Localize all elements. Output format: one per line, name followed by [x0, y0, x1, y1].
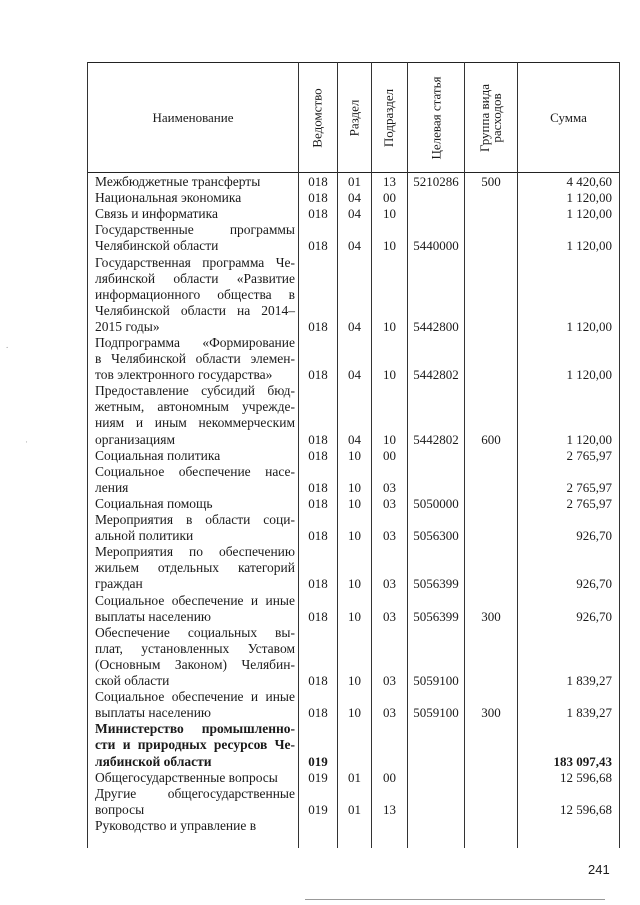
header-razdel	[338, 63, 371, 172]
header-podrazdel	[372, 63, 407, 172]
gruppa-cell: 600	[481, 431, 501, 447]
row-name-line: Национальная экономика	[95, 190, 242, 206]
header-celevaya-label: Целевая статья	[428, 75, 444, 160]
summa-cell: 1 120,00	[566, 238, 612, 254]
row-name	[95, 721, 295, 769]
gruppa-cell: 300	[481, 608, 501, 624]
row-name-line: Челябинской области на 2014–	[95, 302, 295, 318]
row-name	[95, 689, 295, 721]
table-row	[87, 625, 620, 689]
razdel-cell: 10	[348, 447, 361, 463]
row-name-line: жильем отдельных категорий	[95, 560, 295, 576]
vedomstvo-cell: 018	[308, 479, 328, 495]
summa-cell: 1 120,00	[566, 367, 612, 383]
header-summa-label: Сумма	[550, 109, 587, 125]
razdel-cell: 10	[348, 705, 361, 721]
razdel-cell: 04	[348, 238, 361, 254]
row-name-line: Подпрограмма «Формирование	[95, 335, 295, 350]
row-name	[95, 335, 295, 383]
podrazdel-cell: 03	[383, 705, 396, 721]
vedomstvo-cell: 018	[308, 673, 328, 689]
table-row	[87, 721, 620, 769]
row-name-line: жетным, автономным учрежде-	[95, 399, 295, 415]
header-bottom-border	[87, 172, 620, 173]
summa-cell: 1 120,00	[566, 318, 612, 334]
row-name	[95, 206, 295, 222]
row-name-line: граждан	[95, 576, 143, 592]
row-name	[95, 383, 295, 447]
podrazdel-cell: 10	[383, 318, 396, 334]
row-name-line: 2015 годы»	[95, 318, 160, 334]
row-name-line: Общегосударственные вопросы	[95, 769, 278, 785]
row-name	[95, 770, 295, 786]
row-name	[95, 544, 295, 592]
summa-cell: 12 596,68	[560, 769, 612, 785]
table-row	[87, 255, 620, 336]
table-row	[87, 190, 620, 206]
vedomstvo-cell: 018	[308, 431, 328, 447]
header-vedomstvo	[299, 63, 337, 172]
razdel-cell: 10	[348, 673, 361, 689]
header-gruppa-label	[479, 84, 503, 152]
header-name-label: Наименование	[152, 109, 234, 125]
razdel-cell: 04	[348, 318, 361, 334]
vedomstvo-cell: 018	[308, 576, 328, 592]
header-summa	[518, 63, 619, 172]
podrazdel-cell: 10	[383, 431, 396, 447]
header-podrazdel-label: Подраздел	[381, 88, 397, 147]
celevaya-cell: 5440000	[413, 238, 459, 254]
celevaya-cell: 5442802	[413, 431, 459, 447]
header-celevaya	[408, 63, 464, 172]
razdel-cell: 10	[348, 528, 361, 544]
row-name-line: Мероприятия по обеспечению	[95, 544, 295, 560]
celevaya-cell: 5059100	[413, 705, 459, 721]
row-name	[95, 464, 295, 496]
row-name	[95, 496, 295, 512]
table-row	[87, 512, 620, 544]
row-name	[95, 786, 295, 818]
row-name-line: Государственная программа Че-	[95, 254, 295, 270]
row-name	[95, 448, 295, 464]
vedomstvo-cell: 018	[308, 496, 328, 511]
row-name-line: Мероприятия в области соци-	[95, 512, 295, 528]
razdel-cell: 01	[348, 769, 361, 785]
razdel-cell: 04	[348, 431, 361, 447]
celevaya-cell: 5442800	[413, 318, 459, 334]
row-name-line: Социальное обеспечение насе-	[95, 463, 295, 479]
podrazdel-cell: 13	[383, 801, 396, 817]
podrazdel-cell: 03	[383, 608, 396, 624]
row-name	[95, 255, 295, 335]
podrazdel-cell: 10	[383, 206, 396, 222]
podrazdel-cell: 10	[383, 238, 396, 254]
table-row	[87, 174, 620, 190]
celevaya-cell: 5442802	[413, 367, 459, 383]
table-row	[87, 222, 620, 254]
vedomstvo-cell: 018	[308, 190, 328, 206]
summa-cell: 1 120,00	[566, 431, 612, 447]
podrazdel-cell: 03	[383, 479, 396, 495]
podrazdel-cell: 03	[383, 673, 396, 689]
summa-cell: 183 097,43	[553, 753, 612, 769]
table-row	[87, 770, 620, 786]
vedomstvo-cell: 018	[308, 367, 328, 383]
vedomstvo-cell: 018	[308, 206, 328, 222]
table-row	[87, 544, 620, 592]
row-name-line: плат, установленных Уставом	[95, 640, 295, 656]
gruppa-cell: 500	[481, 174, 501, 189]
vedomstvo-cell: 018	[308, 528, 328, 544]
razdel-cell: 04	[348, 206, 361, 222]
header-gruppa-line1: Группа вида	[477, 83, 493, 152]
row-name-line: тов электронного государства»	[95, 367, 273, 383]
header-gruppa	[465, 63, 517, 172]
table-row	[87, 496, 620, 512]
razdel-cell: 01	[348, 801, 361, 817]
summa-cell: 1 839,27	[566, 673, 612, 689]
vedomstvo-cell: 018	[308, 238, 328, 254]
celevaya-cell: 5056399	[413, 576, 459, 592]
vedomstvo-cell: 019	[308, 769, 328, 785]
summa-cell: 926,70	[576, 608, 612, 624]
row-name	[95, 818, 295, 834]
podrazdel-cell: 13	[383, 174, 396, 189]
table-row	[87, 818, 620, 834]
gruppa-cell: 300	[481, 705, 501, 721]
row-name-line: Социальное обеспечение и иные	[95, 689, 295, 705]
row-name-line: лябинской области	[95, 753, 212, 769]
podrazdel-cell: 00	[383, 447, 396, 463]
row-name-line: Связь и информатика	[95, 206, 218, 222]
row-name-line: Обеспечение социальных вы-	[95, 624, 295, 640]
row-name-line: Руководство и управление в	[95, 818, 257, 833]
vedomstvo-cell: 019	[308, 801, 328, 817]
razdel-cell: 10	[348, 576, 361, 592]
row-name-line: Социальная помощь	[95, 496, 213, 511]
header-gruppa-line2: расходов	[489, 92, 505, 143]
row-name-line: Министерство промышленно-	[95, 721, 295, 737]
podrazdel-cell: 00	[383, 769, 396, 785]
row-name	[95, 625, 295, 689]
summa-cell: 926,70	[576, 528, 612, 544]
vedomstvo-cell: 018	[308, 318, 328, 334]
table-row	[87, 593, 620, 625]
row-name-line: ниям и иным некоммерческим	[95, 415, 295, 431]
footer-line	[305, 899, 605, 900]
razdel-cell: 10	[348, 608, 361, 624]
row-name	[95, 512, 295, 544]
summa-cell: 926,70	[576, 576, 612, 592]
margin-mark: ·	[25, 437, 28, 447]
summa-cell: 2 765,97	[566, 447, 612, 463]
row-name-line: вопросы	[95, 801, 145, 817]
celevaya-cell: 5056399	[413, 608, 459, 624]
row-name-line: (Основным Законом) Челябин-	[95, 656, 295, 672]
row-name-line: в Челябинской области элемен-	[95, 351, 295, 367]
row-name	[95, 174, 295, 190]
row-name	[95, 593, 295, 625]
row-name-line: ления	[95, 479, 129, 495]
row-name-line: Челябинской области	[95, 238, 219, 254]
celevaya-cell: 5050000	[413, 496, 459, 511]
row-name-line: сти и природных ресурсов Че-	[95, 737, 295, 753]
table-row	[87, 464, 620, 496]
celevaya-cell: 5210286	[413, 174, 459, 189]
header-razdel-label: Раздел	[346, 99, 362, 136]
vedomstvo-cell: 018	[308, 174, 328, 189]
table-row	[87, 689, 620, 721]
header-name	[88, 63, 298, 172]
razdel-cell: 04	[348, 367, 361, 383]
razdel-cell: 10	[348, 496, 361, 511]
table-row	[87, 448, 620, 464]
row-name-line: Социальная политика	[95, 447, 221, 463]
margin-mark: .	[6, 340, 9, 350]
razdel-cell: 10	[348, 479, 361, 495]
page-number: 241	[588, 862, 610, 877]
razdel-cell: 04	[348, 190, 361, 206]
summa-cell: 2 765,97	[566, 496, 612, 511]
row-name-line: Межбюджетные трансферты	[95, 174, 261, 189]
row-name-line: лябинской области «Развитие	[95, 270, 295, 286]
summa-cell: 1 839,27	[566, 705, 612, 721]
podrazdel-cell: 03	[383, 576, 396, 592]
row-name-line: организациям	[95, 431, 176, 447]
celevaya-cell: 5056300	[413, 528, 459, 544]
summa-cell: 1 120,00	[566, 206, 612, 222]
table-row	[87, 786, 620, 818]
row-name-line: выплаты населению	[95, 608, 212, 624]
row-name-line: Социальное обеспечение и иные	[95, 592, 295, 608]
vedomstvo-cell: 018	[308, 608, 328, 624]
podrazdel-cell: 10	[383, 367, 396, 383]
table-row	[87, 206, 620, 222]
podrazdel-cell: 03	[383, 496, 396, 511]
header-vedomstvo-label: Ведомство	[310, 87, 325, 148]
summa-cell: 4 420,60	[566, 174, 612, 189]
celevaya-cell: 5059100	[413, 673, 459, 689]
row-name-line: информационного общества в	[95, 286, 295, 302]
row-name-line: ской области	[95, 673, 170, 689]
summa-cell: 2 765,97	[566, 479, 612, 495]
row-name-line: Государственные программы	[95, 222, 295, 238]
row-name-line: выплаты населению	[95, 705, 212, 721]
podrazdel-cell: 00	[383, 190, 396, 206]
vedomstvo-cell: 019	[308, 753, 328, 769]
row-name	[95, 222, 295, 254]
summa-cell: 12 596,68	[560, 801, 612, 817]
vedomstvo-cell: 018	[308, 447, 328, 463]
table-row	[87, 383, 620, 447]
razdel-cell: 01	[348, 174, 361, 189]
row-name-line: Другие общегосударственные	[95, 785, 295, 801]
table-row	[87, 335, 620, 383]
row-name-line: альной политики	[95, 528, 194, 544]
summa-cell: 1 120,00	[566, 190, 612, 206]
podrazdel-cell: 03	[383, 528, 396, 544]
vedomstvo-cell: 018	[308, 705, 328, 721]
row-name-line: Предоставление субсидий бюд-	[95, 383, 295, 399]
row-name	[95, 190, 295, 206]
